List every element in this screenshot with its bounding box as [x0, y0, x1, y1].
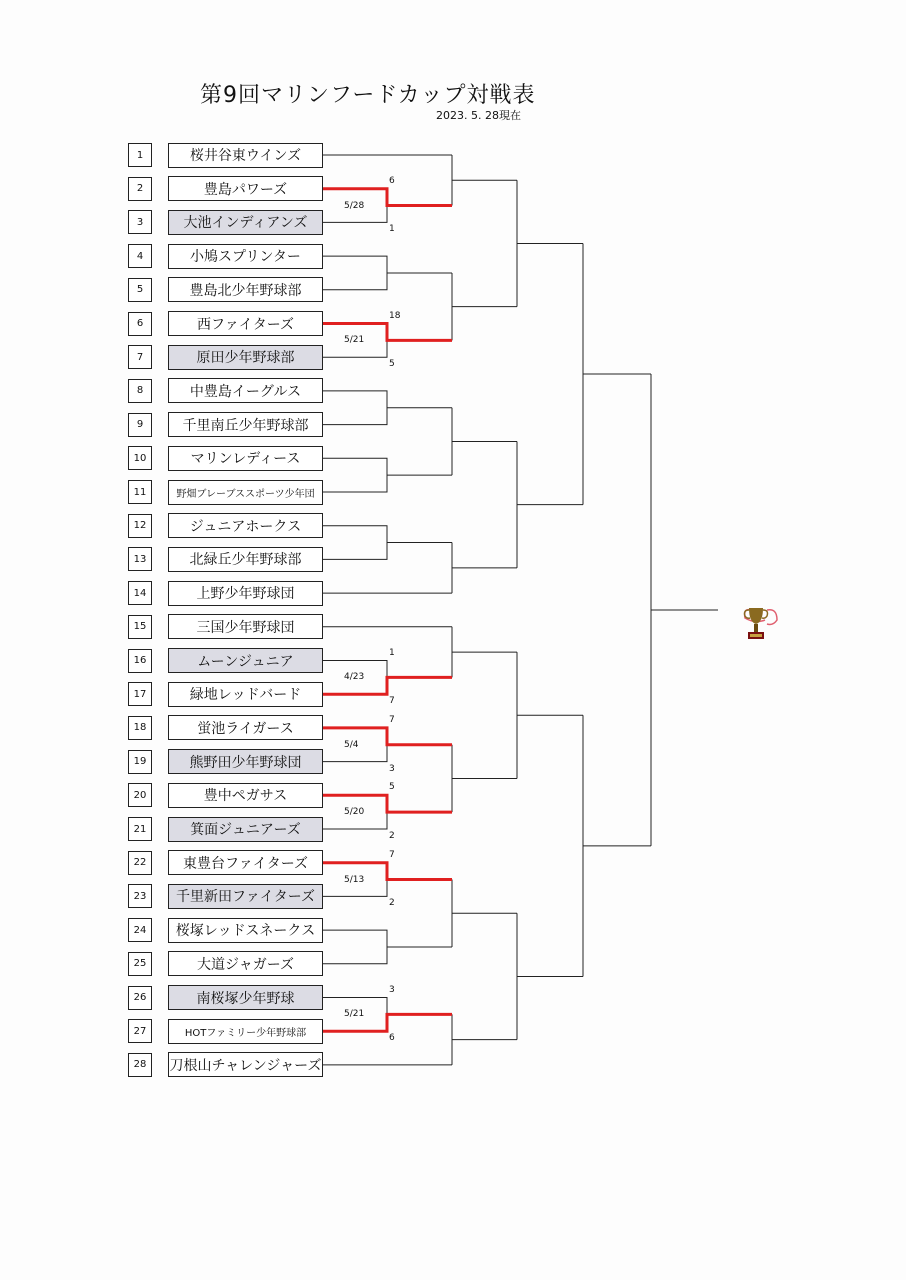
team-name-box: 千里新田ファイターズ	[168, 884, 323, 909]
seed-number: 23	[128, 884, 152, 908]
bracket-match-line	[323, 256, 387, 290]
score-bottom: 3	[389, 763, 395, 774]
seed-number: 12	[128, 514, 152, 538]
winner-path	[323, 189, 452, 206]
team-name-box: ジュニアホークス	[168, 513, 323, 538]
score-bottom: 7	[389, 696, 395, 707]
match-date: 5/13	[344, 874, 365, 885]
seed-number: 10	[128, 446, 152, 470]
score-top: 6	[389, 175, 395, 186]
bracket-match-line	[323, 930, 387, 964]
team-name-box: ムーンジュニア	[168, 648, 323, 673]
score-bottom: 2	[389, 898, 395, 909]
team-name-box: 北緑丘少年野球部	[168, 547, 323, 572]
seed-number: 13	[128, 547, 152, 571]
seed-number: 15	[128, 615, 152, 639]
team-name-box: 千里南丘少年野球部	[168, 412, 323, 437]
team-name-box: 豊島北少年野球部	[168, 277, 323, 302]
winner-path	[323, 863, 452, 880]
winner-path	[323, 728, 452, 745]
bracket-match-line	[323, 526, 387, 560]
score-top: 5	[389, 782, 395, 793]
winner-path	[323, 324, 452, 341]
as-of-date: 2023. 5. 28現在	[436, 109, 521, 122]
seed-number: 5	[128, 278, 152, 302]
score-bottom: 5	[389, 359, 395, 370]
seed-number: 17	[128, 682, 152, 706]
seed-number: 6	[128, 312, 152, 336]
seed-number: 20	[128, 783, 152, 807]
winner-path	[323, 1014, 452, 1031]
winner-path	[323, 677, 452, 694]
match-date: 4/23	[344, 672, 365, 683]
seed-number: 28	[128, 1053, 152, 1077]
seed-number: 11	[128, 480, 152, 504]
score-top: 3	[389, 984, 395, 995]
bracket-match-line	[323, 391, 387, 425]
match-date: 5/28	[344, 200, 365, 211]
seed-number: 2	[128, 177, 152, 201]
team-name-box: HOTファミリー少年野球部	[168, 1019, 323, 1044]
team-name-box: 東豊台ファイターズ	[168, 850, 323, 875]
team-name-box: 野畑ブレーブススポーツ少年団	[168, 480, 323, 505]
team-name-box: 中豊島イーグルス	[168, 378, 323, 403]
match-date: 5/4	[344, 739, 359, 750]
team-name-box: 原田少年野球部	[168, 345, 323, 370]
team-name-box: 小鳩スプリンター	[168, 244, 323, 269]
winner-path	[323, 795, 452, 812]
match-date: 5/21	[344, 1009, 365, 1020]
score-bottom: 6	[389, 1033, 395, 1044]
match-date: 5/20	[344, 807, 365, 818]
score-bottom: 1	[389, 224, 395, 235]
seed-number: 21	[128, 817, 152, 841]
team-name-box: 緑地レッドバード	[168, 682, 323, 707]
seed-number: 3	[128, 210, 152, 234]
score-top: 1	[389, 647, 395, 658]
team-name-box: 箕面ジュニアーズ	[168, 817, 323, 842]
seed-number: 19	[128, 750, 152, 774]
team-name-box: マリンレディース	[168, 446, 323, 471]
team-name-box: 豊島パワーズ	[168, 176, 323, 201]
team-name-box: 刀根山チャレンジャーズ	[168, 1052, 323, 1077]
seed-number: 14	[128, 581, 152, 605]
team-name-box: 桜塚レッドスネークス	[168, 918, 323, 943]
page-title: 第9回マリンフードカップ対戦表	[200, 83, 536, 108]
team-name-box: 西ファイターズ	[168, 311, 323, 336]
bracket-match-line	[323, 458, 387, 492]
score-top: 7	[389, 714, 395, 725]
match-date: 5/21	[344, 335, 365, 346]
team-name-box: 桜井谷東ウインズ	[168, 143, 323, 168]
seed-number: 9	[128, 413, 152, 437]
score-top: 7	[389, 849, 395, 860]
seed-number: 25	[128, 952, 152, 976]
team-name-box: 熊野田少年野球団	[168, 749, 323, 774]
team-name-box: 豊中ペガサス	[168, 783, 323, 808]
score-bottom: 2	[389, 831, 395, 841]
trophy-icon	[737, 606, 781, 644]
seed-number: 7	[128, 345, 152, 369]
seed-number: 1	[128, 143, 152, 167]
seed-number: 27	[128, 1019, 152, 1043]
team-name-box: 上野少年野球団	[168, 581, 323, 606]
team-name-box: 大池インディアンズ	[168, 210, 323, 235]
seed-number: 8	[128, 379, 152, 403]
seed-number: 22	[128, 851, 152, 875]
seed-number: 24	[128, 918, 152, 942]
team-name-box: 蛍池ライガース	[168, 715, 323, 740]
team-name-box: 南桜塚少年野球	[168, 985, 323, 1010]
team-name-box: 大道ジャガーズ	[168, 951, 323, 976]
team-name-box: 三国少年野球団	[168, 614, 323, 639]
seed-number: 26	[128, 986, 152, 1010]
seed-number: 18	[128, 716, 152, 740]
seed-number: 4	[128, 244, 152, 268]
seed-number: 16	[128, 649, 152, 673]
score-top: 18	[389, 310, 401, 321]
